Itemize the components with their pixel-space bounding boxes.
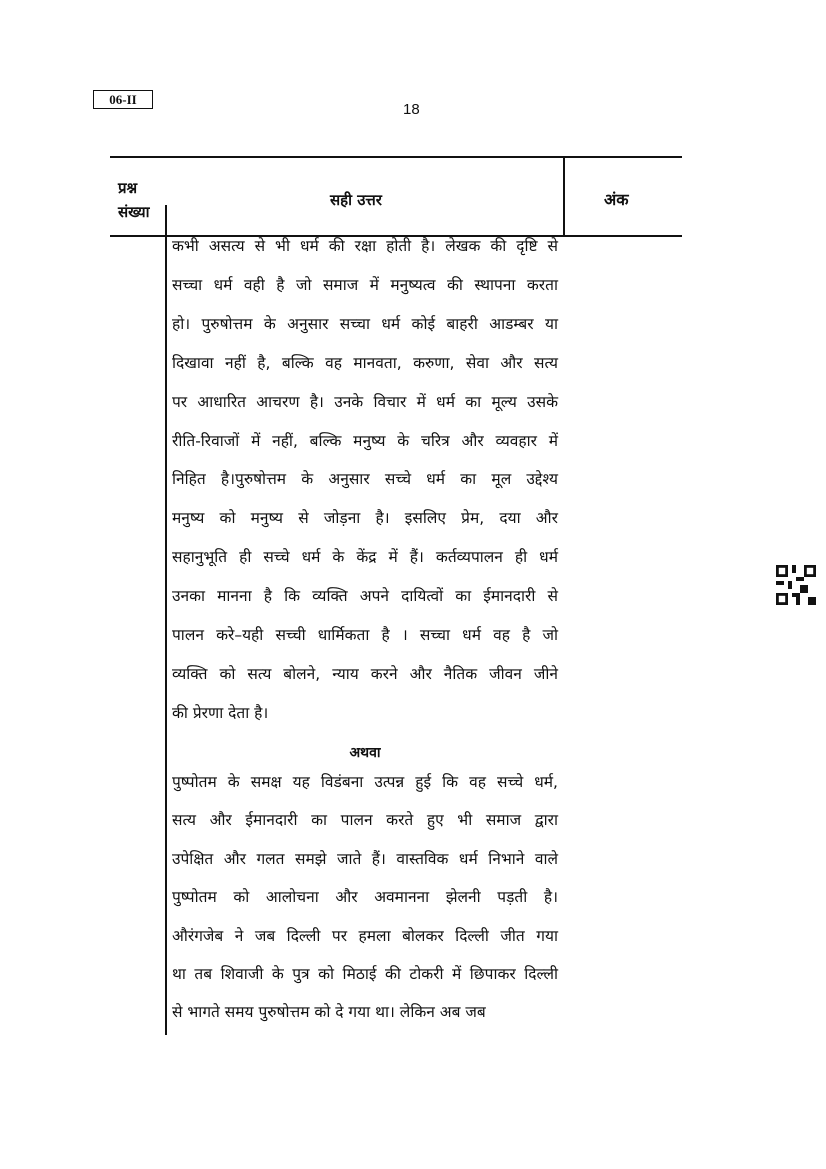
- answer-line: सहानुभूति ही सच्चे धर्म के केंद्र में हैं। कर्तव्यपालन ही धर्म: [172, 548, 558, 567]
- question-column-divider: [165, 205, 167, 1035]
- header-question-no: [118, 176, 150, 224]
- answer-line: व्यक्ति को सत्य बोलने, न्याय करने और नैतिक जीवन जीने: [172, 664, 558, 683]
- header-question-line2: संख्या: [118, 203, 150, 221]
- header-question-line1: प्रश्न: [118, 179, 138, 197]
- answer-line: की प्रेरणा देता है।: [172, 703, 269, 722]
- header-answer: सही उत्तर: [330, 191, 382, 209]
- answer-line: कभी असत्य से भी धर्म की रक्षा होती है। लेखक की दृष्टि से: [172, 237, 558, 255]
- answer-line: उपेक्षित और गलत समझे जाते हैं। वास्तविक धर्म निभाने वाले: [172, 849, 558, 868]
- paper-code-box: 06-II: [93, 90, 153, 109]
- answer-line: पुष्पोतम को आलोचना और अवमानना झेलनी पड़ती है।: [172, 888, 558, 907]
- answer-line: पुष्पोतम के समक्ष यह विडंबना उत्पन्न हुई कि वह सच्चे धर्म,: [172, 773, 558, 791]
- answer-line: पालन करे–यही सच्ची धार्मिकता है । सच्चा धर्म वह है जो: [172, 626, 558, 644]
- answer-line: निहित है।पुरुषोत्तम के अनुसार सच्चे धर्म का मूल उद्देश्य: [172, 470, 558, 489]
- answer-line: औरंगजेब ने जब दिल्ली पर हमला बोलकर दिल्ली जीत गया: [172, 926, 558, 945]
- answer-line: मनुष्य को मनुष्य से जोड़ना है। इसलिए प्रेम, दया और: [172, 509, 558, 528]
- or-label: अथवा: [349, 745, 381, 761]
- header-marks: अंक: [604, 190, 629, 209]
- answer-line: उनका मानना है कि व्यक्ति अपने दायित्वों का ईमानदारी से: [172, 587, 558, 606]
- answer-line: दिखावा नहीं है, बल्कि वह मानवता, करुणा, सेवा और सत्य: [172, 353, 558, 372]
- page-number: 18: [403, 101, 420, 118]
- answer-line: से भागते समय पुरुषोत्तम को दे गया था। लेकिन अब जब: [172, 1003, 486, 1022]
- answer-line: था तब शिवाजी के पुत्र को मिठाई की टोकरी में छिपाकर दिल्ली: [172, 965, 558, 983]
- answer-line: रीति-रिवाजों में नहीं, बल्कि मनुष्य के चरित्र और व्यवहार में: [172, 431, 558, 450]
- answer-line: सत्य और ईमानदारी का पालन करते हुए भी समाज द्वारा: [172, 811, 558, 830]
- answer-line: हो। पुरुषोत्तम के अनुसार सच्चा धर्म कोई बाहरी आडम्बर या: [172, 314, 558, 333]
- marks-column-divider: [563, 156, 565, 236]
- table-top-border: [110, 156, 682, 158]
- answer-line: पर आधारित आचरण है। उनके विचार में धर्म का मूल्य उसके: [172, 392, 558, 411]
- answer-line: सच्चा धर्म वही है जो समाज में मनुष्यत्व की स्थापना करता: [172, 275, 558, 294]
- qr-code-icon: [776, 565, 816, 605]
